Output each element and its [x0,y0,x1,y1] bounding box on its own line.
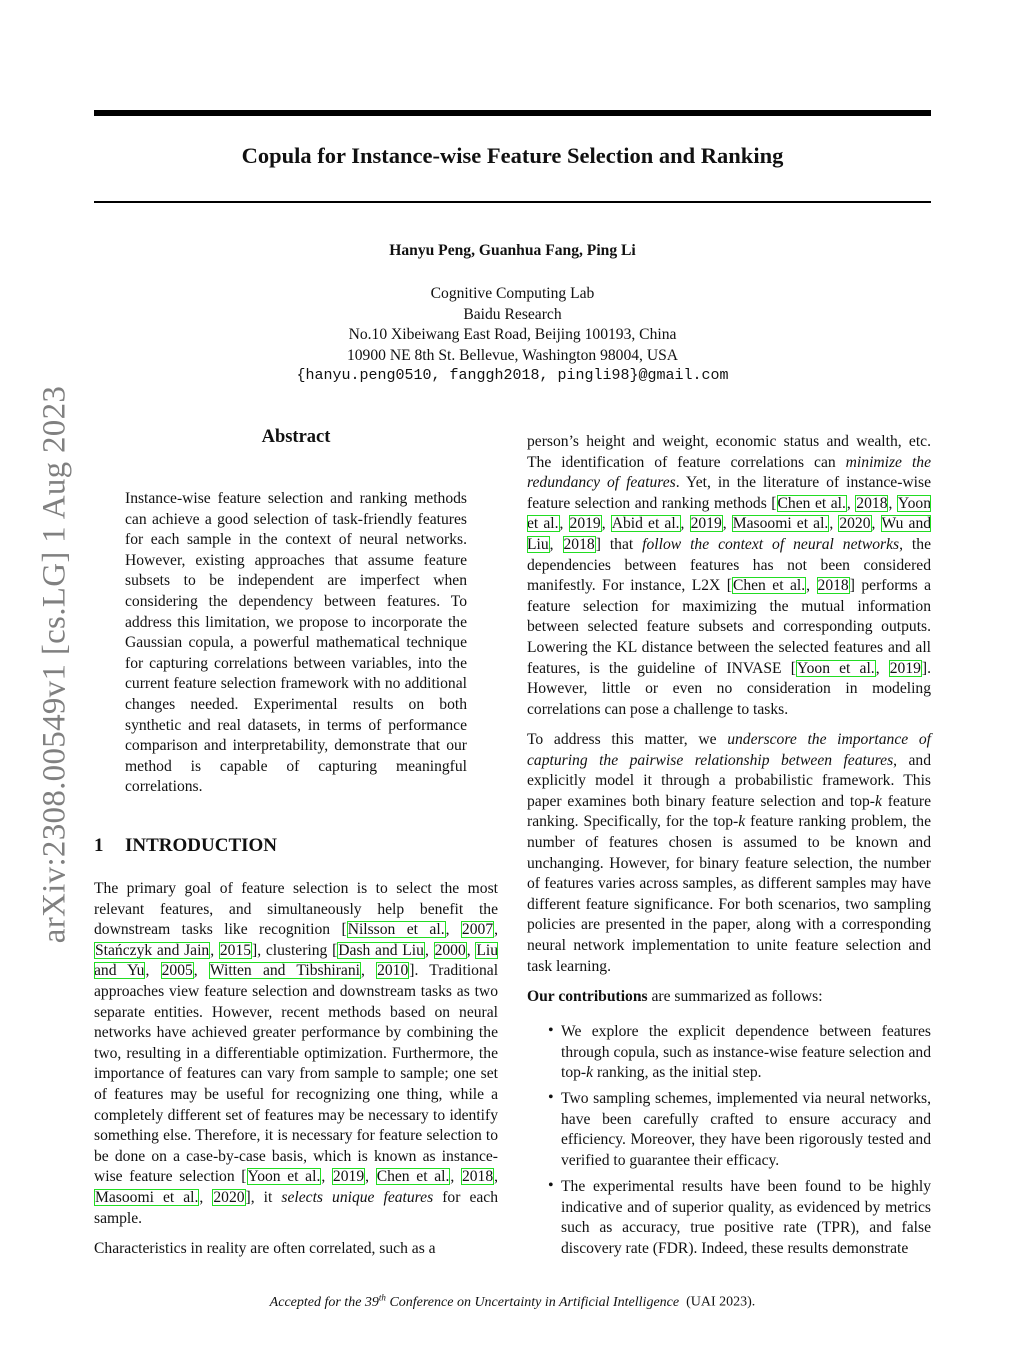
citation-link[interactable]: Chen et al. [376,1168,450,1186]
citation-link[interactable]: Witten and Tibshirani [209,962,360,980]
text-run: , [450,1168,461,1186]
emphasis-text: minimize the redundancy of features [527,453,931,492]
citation-link[interactable]: Yoon et al. [527,494,931,533]
affiliation-line: 10900 NE 8th St. Bellevue, Washington 98004, USA [346,346,679,364]
text-run: , [722,515,732,533]
affiliation-line: Baidu Research [463,305,562,323]
text-run: ]. However, little or even no consideration in modeling correlations can pose a challenge to tasks. [527,659,932,718]
bullet-dot: • [548,1177,554,1194]
authors: Hanyu Peng, Guanhua Fang, Ping Li [389,242,636,259]
text-run: , [145,962,161,980]
text-run: feature ranking problem, the number of features chosen is assumed to be known and unchanging. However, for binary feature selection, the number of features varies across samples, as different samples may have different feature significance. For both scenarios, two sampling policies are presented in the paper, along with a corresponding neural network implementation to unite feature selection and task learning. [527,813,931,975]
citation-link[interactable]: Chen et al. [777,494,846,512]
footer-note [94,1292,931,1311]
citation-link[interactable]: Stańczyk and Jain [95,941,210,959]
citation-link[interactable]: 2015 [219,941,252,959]
text-run: , [494,921,499,939]
text-run: Instance-wise feature selection and ranking methods can achieve a good selection of task-friendly features for each sample in the context of neural networks. However, existing approaches that assume feature subsets to be independent are imperfect when considering the dependency between features. To address this limitation, we propose to incorporate the Gaussian copula, a powerful mathematical technique for capturing correlations between variables, into the current feature selection framework with no additional changes needed. Experimental results on both synthetic and real datasets, in terms of performance comparison and interpretability, demonstrate that our method is capable of capturing meaningful correlations. [125,490,467,796]
text-run: , [549,535,563,553]
bullet-text [561,1177,931,1259]
text-run: Two sampling schemes, implemented via neural networks, have been carefully crafted to ensure accuracy and efficiency. Moreover, they have been rigorously tested and verified to guarantee their efficacy. [561,1090,931,1169]
text-run: feature ranking. Specifically, for the top- [527,792,931,831]
citation-link[interactable]: Liu and Yu [94,941,499,980]
text-run: ], clustering [ [252,941,338,959]
text-run: are summarized as follows: [647,988,823,1005]
citation-link[interactable]: 2018 [856,494,888,512]
arxiv-stamp: arXiv:2308.00549v1 [cs.LG] 1 Aug 2023 [36,385,73,944]
text-run: . Yet, in the literature of instance-wise feature selection and ranking methods [ [527,474,931,512]
text-run: , the dependencies between features has not been considered manifestly. For instance, L2X [ [527,535,931,595]
affiliation-line: Cognitive Computing Lab [430,285,595,302]
affiliation-line: No.10 Xibeiwang East Road, Beijing 100193, China [348,326,677,344]
bullet-item [548,1022,931,1084]
text-run: , [466,941,476,959]
citation-link[interactable]: 2018 [563,535,595,553]
section-title: INTRODUCTION [125,835,278,856]
footer-sup: th [378,1292,386,1302]
emphasis-text: k [738,813,746,831]
text-run: , [829,515,839,533]
abstract-heading: Abstract [261,427,331,447]
citation-link[interactable]: 2018 [817,577,849,595]
text-run: ranking, as the initial step. [593,1064,762,1082]
text-run: , [424,941,434,959]
text-run: ], it [245,1188,282,1206]
intro-paragraph [94,1239,498,1260]
text-run: person’s height and weight, economic status and wealth, etc. The identification of feature correlations can [527,433,931,471]
bullet-text [561,1022,931,1084]
bullet-text [561,1089,931,1171]
text-run: , [360,962,377,980]
emphasis-text: k [875,792,882,810]
text-run: , [875,659,889,677]
citation-link[interactable]: Nilsson et al. [347,921,445,939]
affiliation [94,284,931,387]
citation-link[interactable]: Abid et al. [611,515,680,533]
intro-paragraph [527,730,931,977]
text-run: , [888,494,897,512]
emphasis-text: follow the context of neural networks [642,535,900,553]
abstract-paragraph [125,489,467,798]
text-run: , [365,1168,376,1186]
bullet-dot: • [548,1022,554,1039]
text-run: Characteristics in reality are often correlated, such as a [94,1240,436,1257]
citation-link[interactable]: 2018 [461,1168,494,1186]
text-run: , [846,494,856,512]
text-run: The experimental results have been found to be highly indicative and of superior quality, as evidenced by metrics such as accuracy, true positive rate (TPR), and false discovery rate (FDR). Indeed, these results demonstrate [561,1178,931,1257]
text-run: ] that [595,535,643,553]
citation-link[interactable]: 2019 [690,515,722,533]
citation-link[interactable]: 2007 [461,921,494,939]
intro-paragraph [94,879,498,1229]
text-run: for each sample. [94,1188,499,1227]
bullet-item [548,1089,931,1171]
paper-title: Copula for Instance-wise Feature Selection and Ranking [241,143,784,168]
citation-link[interactable]: Masoomi et al. [95,1188,199,1206]
emphasis-text: underscore the importance of capturing the pairwise relationship between features [527,731,931,769]
abstract [125,489,467,798]
text-run: , [806,577,817,595]
text-run: , [680,515,690,533]
emphasis-text: k [586,1064,594,1082]
intro-paragraph [527,432,931,720]
citation-link[interactable]: Dash and Liu [338,941,424,959]
citation-link[interactable]: 2010 [377,962,409,980]
citation-link[interactable]: 2020 [213,1188,245,1206]
text-run: , [871,515,881,533]
text-run: , [210,941,219,959]
top-rule [94,110,931,116]
text-run: The primary goal of feature selection is to select the most relevant features, and simultaneously help benefit the downstream tasks like recognition [ [94,880,498,939]
text-run: , [494,1168,499,1186]
footer-venue: (UAI 2023). [686,1294,756,1310]
text-run: , [445,921,461,939]
text-run: , [601,515,611,533]
citation-link[interactable]: 2019 [332,1168,365,1186]
text-run: , [321,1168,332,1186]
bold-text: Our contributions [527,988,648,1005]
text-run: ]. Traditional approaches view feature selection and downstream tasks as two separate entities. However, recent methods based on neural networks have achieved greater performance by combining the two, resulting in a differentiable optimization. Furthermore, the importance of features can vary from sample to sample; one set of features may be useful for recognizing one thing, while a completely different set of features may be necessary to identify something else. Therefore, it is necessary for feature selection to be done on a case-by-case basis, which is known as instance-wise feature selection [ [94,962,499,1186]
bullet-dot: • [548,1089,554,1106]
contributions-intro [527,987,931,1008]
citation-link[interactable]: Wu and Liu [527,515,932,553]
emphasis-text: selects unique features [281,1188,434,1206]
section-number: 1 [94,835,104,856]
author-emails: {hanyu.peng0510, fanggh2018, pingli98}@gmail.com [296,367,729,385]
text-run: , [559,515,569,533]
citation-link[interactable]: 2019 [889,659,921,677]
citation-link[interactable]: 2020 [839,515,871,533]
text-run: , [193,962,209,980]
footer-text: Accepted for the 39 [269,1294,379,1310]
bullet-item [548,1177,931,1259]
citation-link[interactable]: Yoon et al. [247,1168,321,1186]
footer-text: Conference on Uncertainty in Artificial Intelligence [385,1294,680,1310]
title-rule [94,201,931,203]
section-heading [94,835,277,857]
citation-link[interactable]: Chen et al. [732,577,806,595]
text-run: , [199,1188,213,1206]
citation-link[interactable]: 2000 [434,941,466,959]
citation-link[interactable]: 2019 [569,515,601,533]
citation-link[interactable]: 2005 [161,962,193,980]
text-run: ] performs a feature selection for maximizing the mutual information between selected feature subsets and corresponding outputs. Lowering the KL distance between the selected features and all features, is the guideline of INVASE [ [527,577,932,677]
text-run: We explore the explicit dependence between features through copula, such as instance-wise feature selection and top- [561,1023,931,1082]
text-run: To address this matter, we [527,731,728,748]
text-run: , and explicitly model it through a probabilistic framework. This paper examines both binary feature selection and top- [527,751,931,810]
citation-link[interactable]: Masoomi et al. [732,515,829,533]
citation-link[interactable]: Yoon et al. [796,659,875,677]
